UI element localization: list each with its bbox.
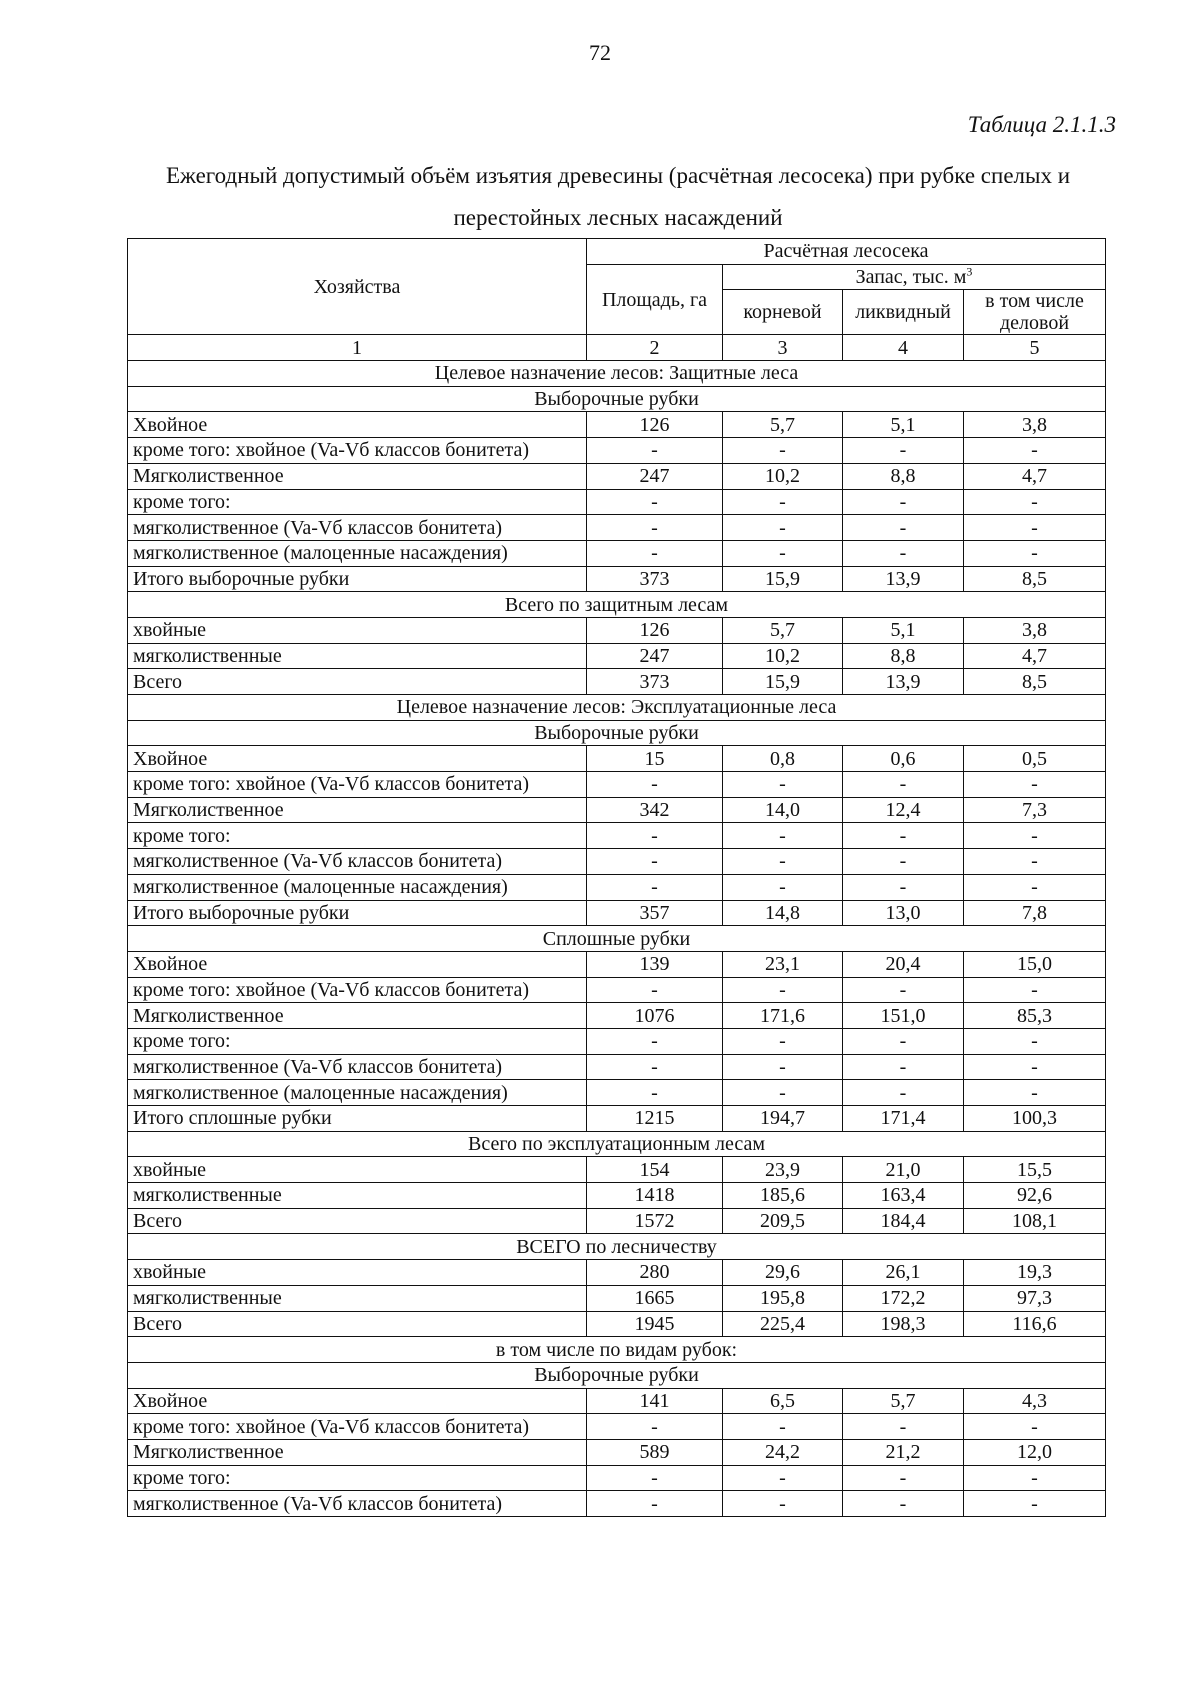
- liquid-cell: 12,4: [843, 797, 964, 823]
- area-cell: 141: [587, 1388, 723, 1414]
- header-area: Площадь, га: [587, 264, 723, 335]
- liquid-cell: 20,4: [843, 951, 964, 977]
- row-name: Хвойное: [128, 1388, 587, 1414]
- section-title: Выборочные рубки: [128, 1362, 1106, 1388]
- liquid-cell: -: [843, 489, 964, 515]
- business-cell: -: [964, 1080, 1106, 1106]
- section-title: ВСЕГО по лесничеству: [128, 1234, 1106, 1260]
- table-row: [128, 746, 1106, 772]
- liquid-cell: -: [843, 1080, 964, 1106]
- header-stock: [723, 264, 1106, 290]
- business-cell: -: [964, 1028, 1106, 1054]
- area-cell: 373: [587, 669, 723, 695]
- row-name: кроме того: хвойное (Va-Vб классов бонитета): [128, 438, 587, 464]
- table-row: [128, 1414, 1106, 1440]
- liquid-cell: 5,7: [843, 1388, 964, 1414]
- business-cell: -: [964, 1491, 1106, 1517]
- liquid-cell: -: [843, 977, 964, 1003]
- business-cell: 92,6: [964, 1183, 1106, 1209]
- table-row: [128, 1208, 1106, 1234]
- liquid-cell: -: [843, 540, 964, 566]
- row-name: мягколиственное (малоценные насаждения): [128, 1080, 587, 1106]
- area-cell: 1665: [587, 1285, 723, 1311]
- root-cell: 194,7: [723, 1106, 843, 1132]
- table-row: [128, 1388, 1106, 1414]
- row-name: Мягколиственное: [128, 1439, 587, 1465]
- section-row: [128, 592, 1106, 618]
- table-row: [128, 1491, 1106, 1517]
- table-row: [128, 900, 1106, 926]
- row-name: Всего: [128, 1208, 587, 1234]
- section-row: [128, 1337, 1106, 1363]
- root-cell: 14,8: [723, 900, 843, 926]
- liquid-cell: 198,3: [843, 1311, 964, 1337]
- root-cell: -: [723, 1465, 843, 1491]
- area-cell: 589: [587, 1439, 723, 1465]
- business-cell: -: [964, 540, 1106, 566]
- row-name: Хвойное: [128, 951, 587, 977]
- business-cell: 4,7: [964, 643, 1106, 669]
- liquid-cell: -: [843, 772, 964, 798]
- business-cell: 7,3: [964, 797, 1106, 823]
- area-cell: -: [587, 1054, 723, 1080]
- section-row: [128, 926, 1106, 952]
- table-row: [128, 540, 1106, 566]
- row-name: Итого сплошные рубки: [128, 1106, 587, 1132]
- header-num-1: 1: [128, 335, 587, 361]
- row-name: Всего: [128, 1311, 587, 1337]
- section-row: [128, 1362, 1106, 1388]
- business-cell: -: [964, 1054, 1106, 1080]
- row-name: мягколиственные: [128, 1183, 587, 1209]
- area-cell: 1418: [587, 1183, 723, 1209]
- area-cell: -: [587, 515, 723, 541]
- section-row: [128, 386, 1106, 412]
- area-cell: -: [587, 1028, 723, 1054]
- header-stock-sup: 3: [966, 264, 973, 279]
- area-cell: -: [587, 772, 723, 798]
- section-title: Целевое назначение лесов: Эксплуатационные леса: [128, 695, 1106, 721]
- section-row: [128, 695, 1106, 721]
- table-row: [128, 874, 1106, 900]
- business-cell: 15,0: [964, 951, 1106, 977]
- root-cell: 29,6: [723, 1260, 843, 1286]
- header-liquid: ликвидный: [843, 290, 964, 335]
- business-cell: 4,3: [964, 1388, 1106, 1414]
- area-cell: 247: [587, 643, 723, 669]
- liquid-cell: 8,8: [843, 643, 964, 669]
- area-cell: -: [587, 489, 723, 515]
- header-num-5: 5: [964, 335, 1106, 361]
- table-row: [128, 951, 1106, 977]
- root-cell: -: [723, 540, 843, 566]
- table-row: [128, 797, 1106, 823]
- business-cell: -: [964, 823, 1106, 849]
- business-cell: 85,3: [964, 1003, 1106, 1029]
- root-cell: 209,5: [723, 1208, 843, 1234]
- root-cell: 23,1: [723, 951, 843, 977]
- root-cell: -: [723, 489, 843, 515]
- header-farms: Хозяйства: [128, 239, 587, 335]
- business-cell: -: [964, 1465, 1106, 1491]
- cutting-area-table: [127, 238, 1106, 1517]
- row-name: Всего: [128, 669, 587, 695]
- row-name: Хвойное: [128, 412, 587, 438]
- section-title: Целевое назначение лесов: Защитные леса: [128, 361, 1106, 387]
- root-cell: -: [723, 1080, 843, 1106]
- root-cell: -: [723, 874, 843, 900]
- row-name: Мягколиственное: [128, 463, 587, 489]
- row-name: кроме того:: [128, 823, 587, 849]
- table-row: [128, 849, 1106, 875]
- table-row: [128, 1260, 1106, 1286]
- business-cell: -: [964, 849, 1106, 875]
- business-cell: -: [964, 977, 1106, 1003]
- root-cell: 24,2: [723, 1439, 843, 1465]
- liquid-cell: -: [843, 1028, 964, 1054]
- section-title: Выборочные рубки: [128, 386, 1106, 412]
- liquid-cell: 163,4: [843, 1183, 964, 1209]
- liquid-cell: 5,1: [843, 412, 964, 438]
- row-name: Итого выборочные рубки: [128, 566, 587, 592]
- root-cell: -: [723, 1054, 843, 1080]
- area-cell: -: [587, 1080, 723, 1106]
- row-name: мягколиственные: [128, 643, 587, 669]
- business-cell: 19,3: [964, 1260, 1106, 1286]
- table-body: [128, 361, 1106, 1517]
- area-cell: 342: [587, 797, 723, 823]
- root-cell: -: [723, 1414, 843, 1440]
- area-cell: 357: [587, 900, 723, 926]
- row-name: хвойные: [128, 1260, 587, 1286]
- business-cell: 3,8: [964, 617, 1106, 643]
- table-row: [128, 1080, 1106, 1106]
- area-cell: -: [587, 874, 723, 900]
- table-row: [128, 1157, 1106, 1183]
- table-row: [128, 566, 1106, 592]
- liquid-cell: -: [843, 1465, 964, 1491]
- area-cell: -: [587, 1414, 723, 1440]
- root-cell: -: [723, 1028, 843, 1054]
- section-title: Всего по эксплуатационным лесам: [128, 1131, 1106, 1157]
- table-row: [128, 823, 1106, 849]
- header-num-3: 3: [723, 335, 843, 361]
- liquid-cell: 0,6: [843, 746, 964, 772]
- root-cell: 10,2: [723, 463, 843, 489]
- area-cell: 373: [587, 566, 723, 592]
- liquid-cell: 151,0: [843, 1003, 964, 1029]
- row-name: мягколиственное (Va-Vб классов бонитета): [128, 1491, 587, 1517]
- root-cell: -: [723, 772, 843, 798]
- liquid-cell: 172,2: [843, 1285, 964, 1311]
- section-title: Всего по защитным лесам: [128, 592, 1106, 618]
- liquid-cell: 8,8: [843, 463, 964, 489]
- table-row: [128, 977, 1106, 1003]
- row-name: кроме того: хвойное (Va-Vб классов бонитета): [128, 772, 587, 798]
- business-cell: 12,0: [964, 1439, 1106, 1465]
- root-cell: -: [723, 515, 843, 541]
- root-cell: -: [723, 823, 843, 849]
- business-cell: 3,8: [964, 412, 1106, 438]
- area-cell: 15: [587, 746, 723, 772]
- area-cell: 126: [587, 617, 723, 643]
- table-row: [128, 669, 1106, 695]
- area-cell: 247: [587, 463, 723, 489]
- row-name: мягколиственное (Va-Vб классов бонитета): [128, 515, 587, 541]
- business-cell: 116,6: [964, 1311, 1106, 1337]
- document-title: Ежегодный допустимый объём изъятия древесины (расчётная лесосека) при рубке спелых и перестойных лесных насаждений: [165, 163, 1071, 230]
- header-business: в том числе деловой: [964, 290, 1106, 335]
- business-cell: 8,5: [964, 566, 1106, 592]
- root-cell: -: [723, 438, 843, 464]
- table-row: [128, 1003, 1106, 1029]
- row-name: Мягколиственное: [128, 797, 587, 823]
- table-row: [128, 1054, 1106, 1080]
- header-root: корневой: [723, 290, 843, 335]
- row-name: мягколиственное (Va-Vб классов бонитета): [128, 1054, 587, 1080]
- table-row: [128, 1311, 1106, 1337]
- area-cell: -: [587, 977, 723, 1003]
- section-row: [128, 720, 1106, 746]
- root-cell: 15,9: [723, 669, 843, 695]
- row-name: Хвойное: [128, 746, 587, 772]
- liquid-cell: -: [843, 438, 964, 464]
- section-row: [128, 1234, 1106, 1260]
- table-row: [128, 489, 1106, 515]
- table-row: [128, 412, 1106, 438]
- table-row: [128, 1439, 1106, 1465]
- area-cell: 1572: [587, 1208, 723, 1234]
- business-cell: 8,5: [964, 669, 1106, 695]
- liquid-cell: -: [843, 1491, 964, 1517]
- table-row: [128, 643, 1106, 669]
- header-cutting-area: Расчётная лесосека: [587, 239, 1106, 265]
- root-cell: 10,2: [723, 643, 843, 669]
- table-row: [128, 1285, 1106, 1311]
- liquid-cell: -: [843, 849, 964, 875]
- row-name: хвойные: [128, 617, 587, 643]
- business-cell: -: [964, 438, 1106, 464]
- liquid-cell: 13,0: [843, 900, 964, 926]
- section-row: [128, 1131, 1106, 1157]
- liquid-cell: -: [843, 874, 964, 900]
- root-cell: -: [723, 1491, 843, 1517]
- root-cell: 14,0: [723, 797, 843, 823]
- root-cell: 0,8: [723, 746, 843, 772]
- area-cell: 1945: [587, 1311, 723, 1337]
- business-cell: -: [964, 874, 1106, 900]
- area-cell: -: [587, 438, 723, 464]
- table-row: [128, 1465, 1106, 1491]
- business-cell: 7,8: [964, 900, 1106, 926]
- business-cell: 100,3: [964, 1106, 1106, 1132]
- liquid-cell: -: [843, 1054, 964, 1080]
- row-name: кроме того:: [128, 1028, 587, 1054]
- table-row: [128, 1183, 1106, 1209]
- area-cell: -: [587, 1465, 723, 1491]
- liquid-cell: 184,4: [843, 1208, 964, 1234]
- row-name: кроме того:: [128, 489, 587, 515]
- business-cell: -: [964, 489, 1106, 515]
- row-name: Итого выборочные рубки: [128, 900, 587, 926]
- table-row: [128, 1028, 1106, 1054]
- business-cell: 108,1: [964, 1208, 1106, 1234]
- area-cell: 126: [587, 412, 723, 438]
- row-name: мягколиственное (Va-Vб классов бонитета): [128, 849, 587, 875]
- row-name: мягколиственное (малоценные насаждения): [128, 874, 587, 900]
- table-header: [128, 239, 1106, 361]
- root-cell: 5,7: [723, 617, 843, 643]
- row-name: Мягколиственное: [128, 1003, 587, 1029]
- business-cell: -: [964, 515, 1106, 541]
- liquid-cell: 5,1: [843, 617, 964, 643]
- liquid-cell: 13,9: [843, 566, 964, 592]
- root-cell: 15,9: [723, 566, 843, 592]
- section-title: Сплошные рубки: [128, 926, 1106, 952]
- liquid-cell: 21,2: [843, 1439, 964, 1465]
- liquid-cell: 171,4: [843, 1106, 964, 1132]
- area-cell: 280: [587, 1260, 723, 1286]
- liquid-cell: 13,9: [843, 669, 964, 695]
- business-cell: 4,7: [964, 463, 1106, 489]
- liquid-cell: 21,0: [843, 1157, 964, 1183]
- liquid-cell: -: [843, 823, 964, 849]
- table-row: [128, 772, 1106, 798]
- root-cell: 23,9: [723, 1157, 843, 1183]
- business-cell: 15,5: [964, 1157, 1106, 1183]
- row-name: кроме того: хвойное (Va-Vб классов бонитета): [128, 977, 587, 1003]
- table-row: [128, 515, 1106, 541]
- page-number: 72: [589, 40, 611, 65]
- row-name: мягколиственные: [128, 1285, 587, 1311]
- row-name: кроме того:: [128, 1465, 587, 1491]
- header-stock-text: Запас, тыс. м: [855, 266, 967, 289]
- business-cell: -: [964, 772, 1106, 798]
- root-cell: -: [723, 977, 843, 1003]
- root-cell: -: [723, 849, 843, 875]
- business-cell: 97,3: [964, 1285, 1106, 1311]
- table-row: [128, 463, 1106, 489]
- area-cell: -: [587, 1491, 723, 1517]
- table-row: [128, 1106, 1106, 1132]
- row-name: хвойные: [128, 1157, 587, 1183]
- liquid-cell: -: [843, 1414, 964, 1440]
- area-cell: 154: [587, 1157, 723, 1183]
- area-cell: -: [587, 823, 723, 849]
- section-row: [128, 361, 1106, 387]
- row-name: кроме того: хвойное (Va-Vб классов бонитета): [128, 1414, 587, 1440]
- header-num-4: 4: [843, 335, 964, 361]
- section-title: в том числе по видам рубок:: [128, 1337, 1106, 1363]
- table-row: [128, 438, 1106, 464]
- area-cell: 1076: [587, 1003, 723, 1029]
- table-label: Таблица 2.1.1.3: [967, 112, 1116, 137]
- business-cell: 0,5: [964, 746, 1106, 772]
- section-title: Выборочные рубки: [128, 720, 1106, 746]
- table-row: [128, 617, 1106, 643]
- root-cell: 6,5: [723, 1388, 843, 1414]
- root-cell: 185,6: [723, 1183, 843, 1209]
- root-cell: 225,4: [723, 1311, 843, 1337]
- area-cell: -: [587, 540, 723, 566]
- business-cell: -: [964, 1414, 1106, 1440]
- root-cell: 171,6: [723, 1003, 843, 1029]
- area-cell: -: [587, 849, 723, 875]
- header-num-2: 2: [587, 335, 723, 361]
- area-cell: 1215: [587, 1106, 723, 1132]
- row-name: мягколиственное (малоценные насаждения): [128, 540, 587, 566]
- root-cell: 5,7: [723, 412, 843, 438]
- liquid-cell: -: [843, 515, 964, 541]
- area-cell: 139: [587, 951, 723, 977]
- liquid-cell: 26,1: [843, 1260, 964, 1286]
- root-cell: 195,8: [723, 1285, 843, 1311]
